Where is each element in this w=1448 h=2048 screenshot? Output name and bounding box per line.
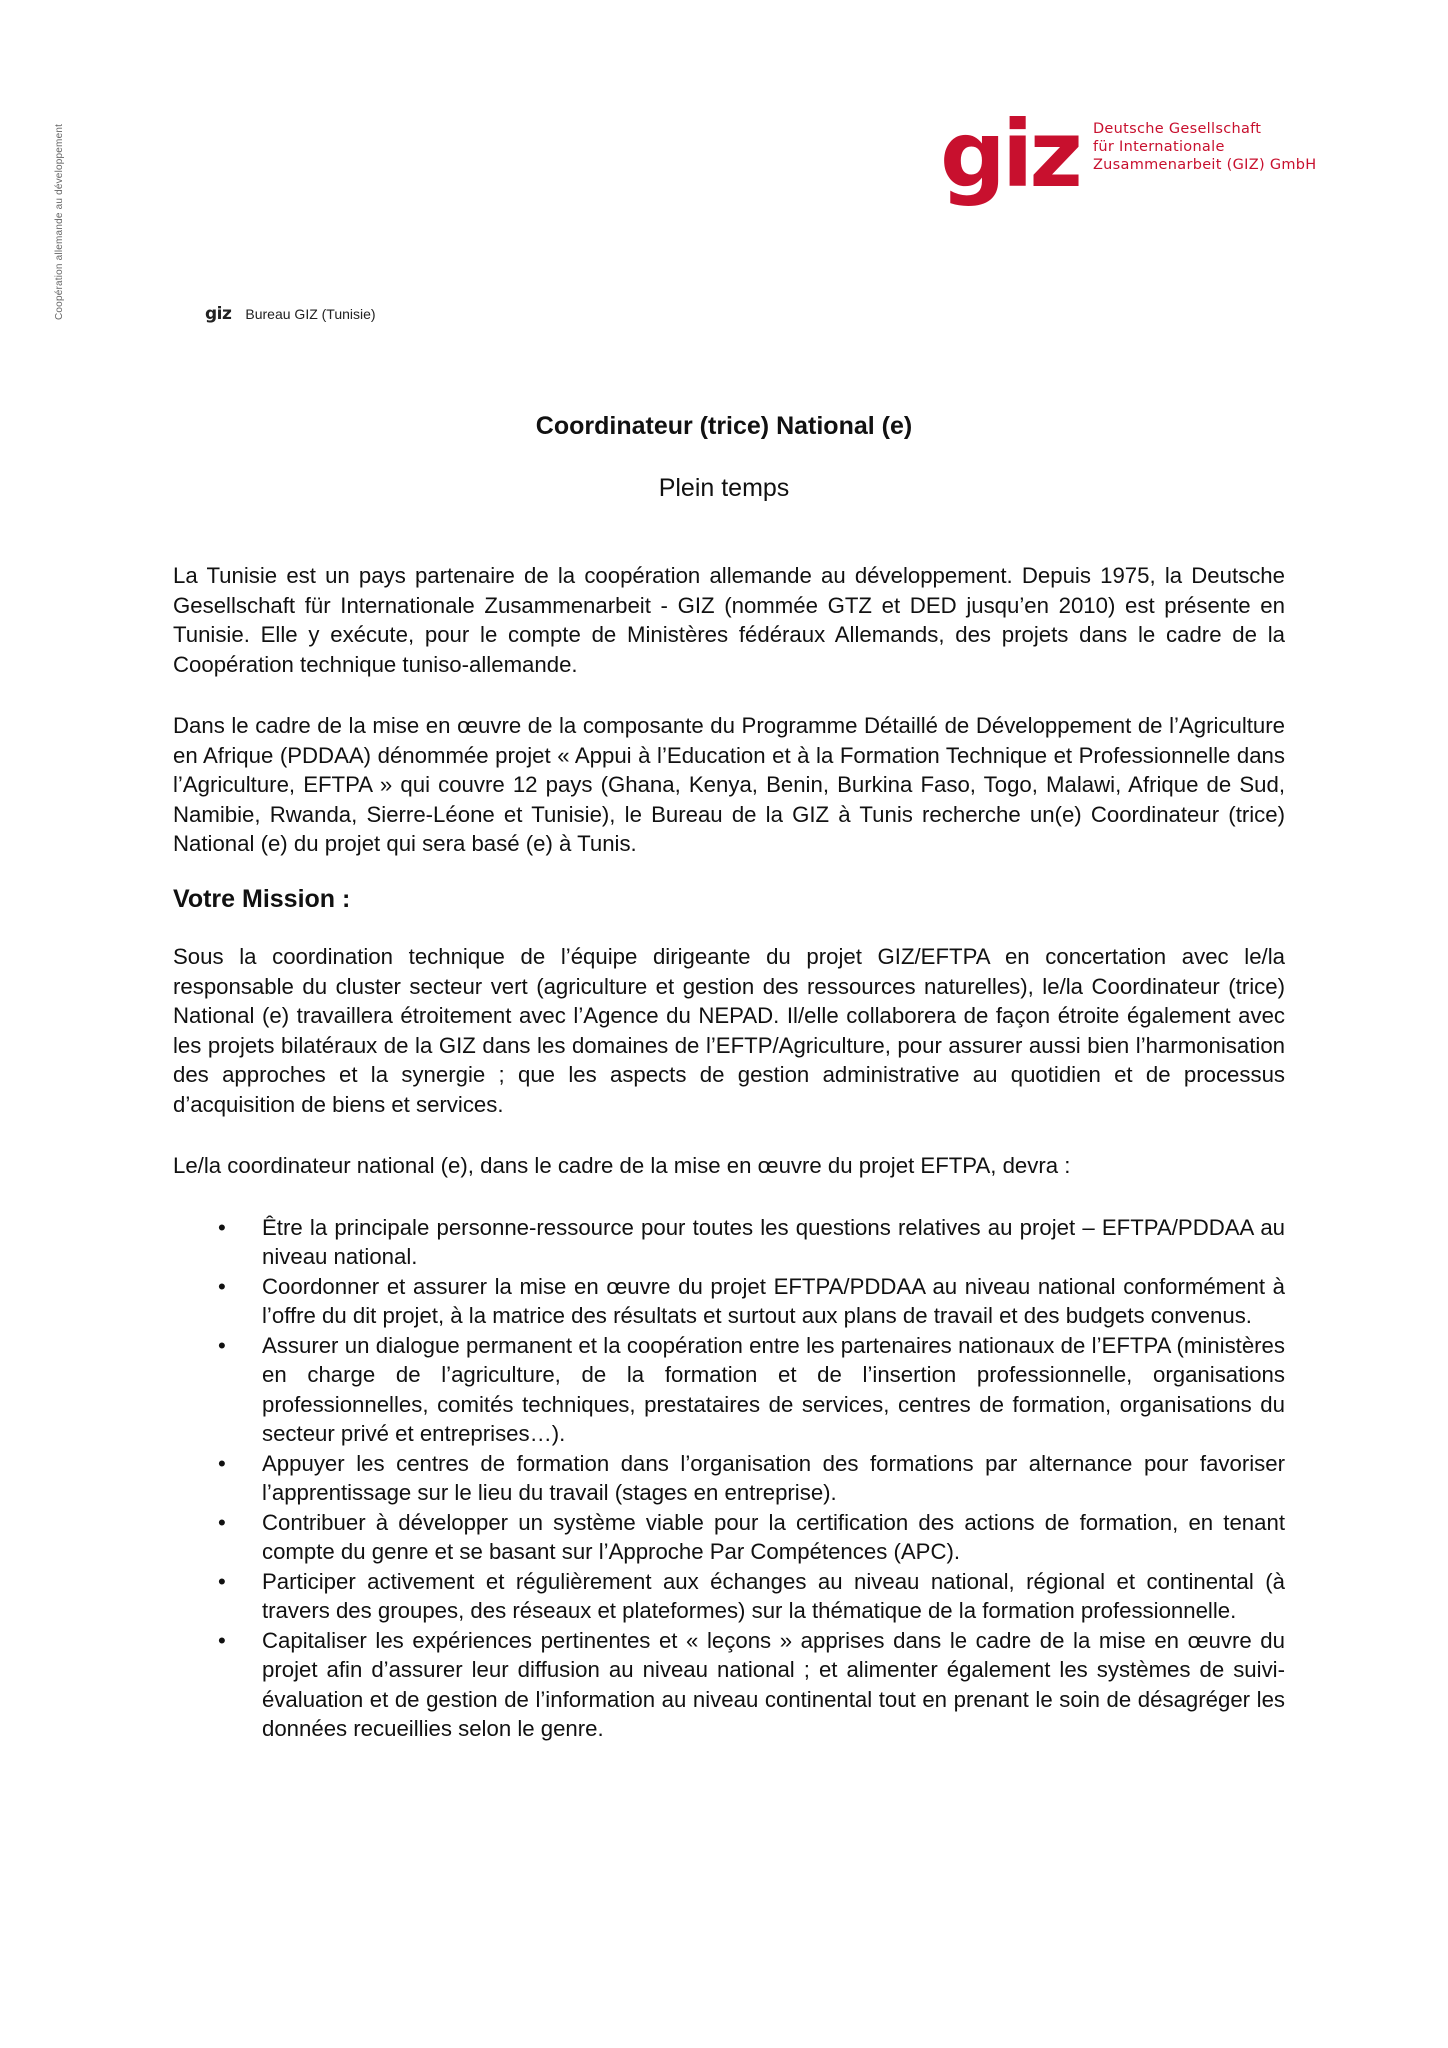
mission-lead: Le/la coordinateur national (e), dans le cadre de la mise en œuvre du projet EFTPA, devra :: [173, 1153, 1071, 1178]
bullet-icon: •: [218, 1450, 226, 1476]
office-header: [205, 304, 376, 324]
side-note: Coopération allemande au développement: [54, 123, 65, 320]
mission-heading: Votre Mission :: [173, 884, 351, 913]
giz-logo: [940, 101, 1317, 208]
office-logo-mark: giz: [205, 304, 232, 324]
logo-line-2: für Internationale: [1092, 139, 1225, 155]
bullet-icon: •: [218, 1627, 226, 1653]
list-item: [173, 1331, 1285, 1449]
bullet-icon: •: [218, 1568, 226, 1594]
list-item: [173, 1272, 1285, 1331]
logo-line-1: Deutsche Gesellschaft: [1092, 121, 1262, 137]
document-body: [173, 561, 1285, 1744]
task-text: Contribuer à développer un système viable pour la certification des actions de formation, en tenant compte du genre et se basant sur l’Approche Par Compétences (APC).: [262, 1509, 1285, 1564]
bullet-icon: •: [218, 1332, 226, 1358]
bullet-icon: •: [218, 1509, 226, 1535]
task-text: Appuyer les centres de formation dans l’organisation des formations par alternance pour favoriser l’apprentissage sur le lieu du travail (stages en entreprise).: [262, 1450, 1285, 1505]
job-subtitle: Plein temps: [658, 474, 790, 502]
task-text: Coordonner et assurer la mise en œuvre du projet EFTPA/PDDAA au niveau national conformément à l’offre du dit projet, à la matrice des résultats et surtout aux plans de travail et des budgets convenus.: [262, 1273, 1285, 1328]
logo-line-3: Zusammenarbeit (GIZ) GmbH: [1092, 157, 1317, 173]
task-list: [173, 1213, 1285, 1744]
giz-logo-text: [1093, 120, 1317, 174]
list-item: [173, 1213, 1285, 1272]
office-label: Bureau GIZ (Tunisie): [245, 306, 376, 322]
job-title: Coordinateur (trice) National (e): [535, 412, 913, 440]
task-text: Être la principale personne-ressource pour toutes les questions relatives au projet – EFTPA/PDDAA au niveau national.: [262, 1214, 1285, 1269]
task-text: Assurer un dialogue permanent et la coopération entre les partenaires nationaux de l’EFTPA (ministères en charge de l’agriculture, de la formation et de l’insertion professionnelle, organisations professionnelles, comités techniques, prestataires de services, centres de formation, organisations du secteur privé et entreprises…).: [262, 1332, 1285, 1446]
list-item: [173, 1626, 1285, 1744]
bullet-icon: •: [218, 1214, 226, 1240]
list-item: [173, 1449, 1285, 1508]
list-item: [173, 1508, 1285, 1567]
task-text: Capitaliser les expériences pertinentes et « leçons » apprises dans le cadre de la mise en œuvre du projet afin d’assurer leur diffusion au niveau national ; et alimenter également les systèmes de suivi-évaluation et de gestion de l’information au niveau continental tout en prenant le soin de désagréger les données recueillies selon le genre.: [262, 1627, 1285, 1741]
task-text: Participer activement et régulièrement aux échanges au niveau national, régional et continental (à travers des groupes, des réseaux et plateformes) sur la thématique de la formation professionnelle.: [262, 1568, 1285, 1623]
bullet-icon: •: [218, 1273, 226, 1299]
list-item: [173, 1567, 1285, 1626]
intro-paragraph: La Tunisie est un pays partenaire de la coopération allemande au développement. Depuis 1975, la Deutsche Gesellschaft für Internationale Zusammenarbeit - GIZ (nommée GTZ et DED jusqu’en 2010) est présente en Tunisie. Elle y exécute, pour le compte de Ministères fédéraux Allemands, des projets dans le cadre de la Coopération technique tuniso-allemande.: [173, 563, 1285, 677]
mission-intro: Sous la coordination technique de l’équipe dirigeante du projet GIZ/EFTPA en concertation avec le/la responsable du cluster secteur vert (agriculture et gestion des ressources naturelles), le/la Coordinateur (trice) National (e) travaillera étroitement avec l’Agence du NEPAD. Il/elle collaborera de façon étroite également avec les projets bilatéraux de la GIZ dans les domaines de l’EFTP/Agriculture, pour assurer aussi bien l’harmonisation des approches et la synergie ; que les aspects de gestion administrative au quotidien et de processus d’acquisition de biens et services.: [173, 944, 1285, 1117]
context-paragraph: Dans le cadre de la mise en œuvre de la composante du Programme Détaillé de Développement de l’Agriculture en Afrique (PDDAA) dénommée projet « Appui à l’Education et à la Formation Technique et Professionnelle dans l’Agriculture, EFTPA » qui couvre 12 pays (Ghana, Kenya, Benin, Burkina Faso, Togo, Malawi, Afrique de Sud, Namibie, Rwanda, Sierre-Léone et Tunisie), le Bureau de la GIZ à Tunis recherche un(e) Coordinateur (trice) National (e) du projet qui sera basé (e) à Tunis.: [173, 713, 1285, 856]
giz-logo-mark: giz: [940, 101, 1079, 208]
